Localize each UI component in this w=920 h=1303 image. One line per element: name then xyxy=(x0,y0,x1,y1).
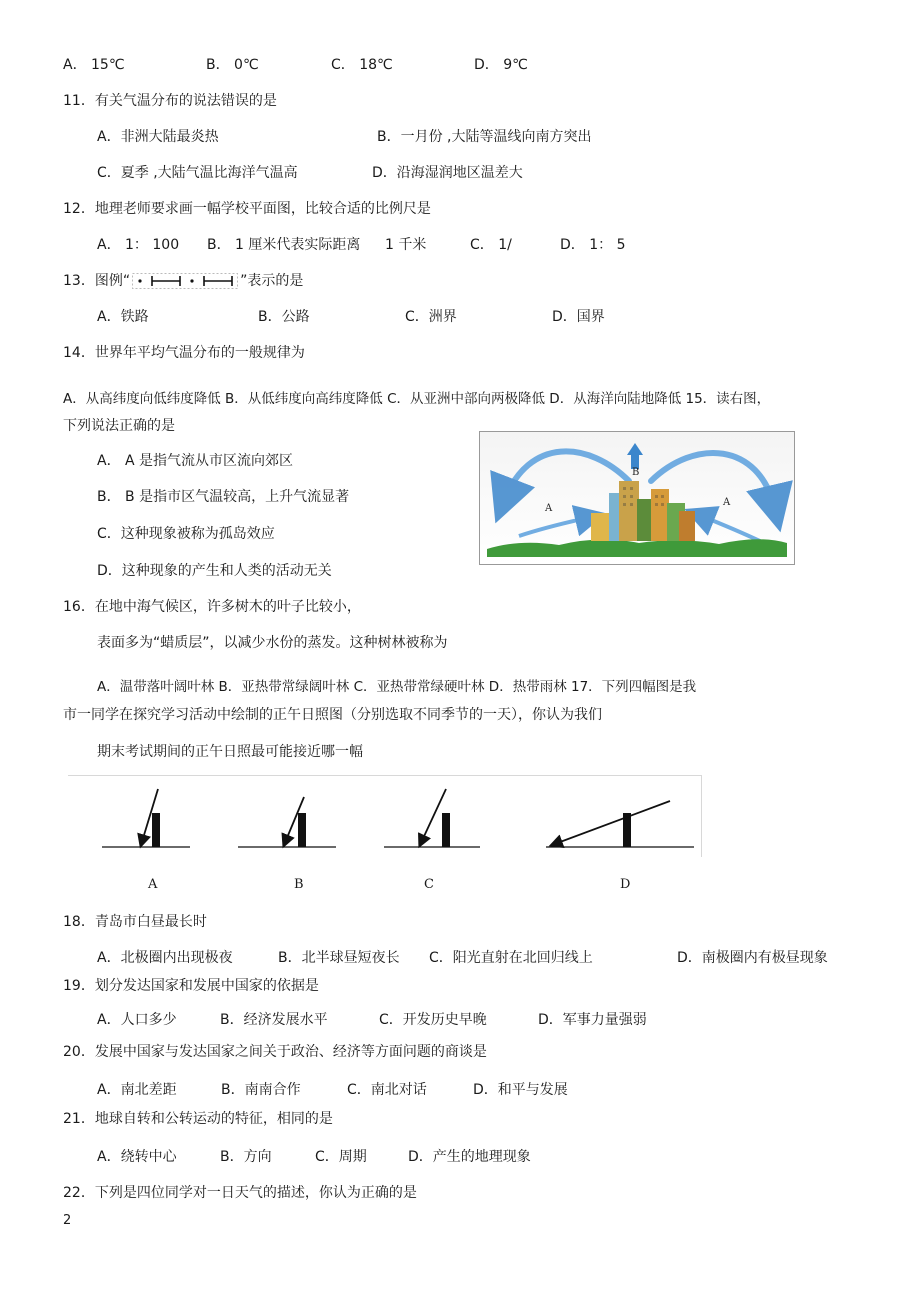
option[interactable]: B．南南合作 xyxy=(221,1082,301,1098)
option[interactable]: A．绕转中心 xyxy=(97,1149,177,1165)
option[interactable]: C． 1/ xyxy=(470,237,512,253)
figure-label: B xyxy=(294,877,304,892)
option[interactable]: B．经济发展水平 xyxy=(220,1012,328,1028)
heat-island-figure xyxy=(479,431,795,565)
figure-label: D xyxy=(620,877,631,892)
question-16: 16．在地中海气候区，许多树木的叶子比较小， xyxy=(63,599,361,615)
option[interactable]: A．非洲大陆最炎热 xyxy=(97,129,219,145)
question-16-line2: 表面多为“蜡质层”，以减少水份的蒸发。这种树林被称为 xyxy=(97,635,448,651)
question-13-prefix: 13．图例“ xyxy=(63,273,131,289)
question-13 xyxy=(63,271,303,291)
option[interactable]: B．方向 xyxy=(220,1149,272,1165)
option[interactable]: C．夏季 ,大陆气温比海洋气温高 xyxy=(97,165,298,181)
question-20: 20．发展中国家与发达国家之间关于政治、经济等方面问题的商谈是 xyxy=(63,1044,487,1060)
q11-options-row2 xyxy=(97,163,657,183)
q10-options xyxy=(63,55,623,75)
option[interactable]: B．公路 xyxy=(258,309,310,325)
option[interactable]: C．周期 xyxy=(315,1149,367,1165)
option[interactable]: B． B 是指市区气温较高，上升气流显著 xyxy=(97,489,350,505)
q11-options-row1 xyxy=(97,127,657,147)
question-12: 12．地理老师要求画一幅学校平面图，比较合适的比例尺是 xyxy=(63,201,431,217)
q16-options-line: A．温带落叶阔叶林 B．亚热带常绿阔叶林 C．亚热带常绿硬叶林 D．热带雨林 17．下列四幅图是我 xyxy=(97,679,697,695)
question-11: 11．有关气温分布的说法错误的是 xyxy=(63,93,277,109)
option[interactable]: A．铁路 xyxy=(97,309,149,325)
option[interactable]: A．南北差距 xyxy=(97,1082,177,1098)
option[interactable]: C．阳光直射在北回归线上 xyxy=(429,950,593,966)
option[interactable]: B．一月份 ,大陆等温线向南方突出 xyxy=(377,129,592,145)
option[interactable]: A．人口多少 xyxy=(97,1012,177,1028)
option[interactable]: D．南极圈内有极昼现象 xyxy=(677,950,828,966)
figure-label: B xyxy=(632,467,640,478)
question-18: 18．青岛市白昼最长时 xyxy=(63,914,207,930)
question-14: 14．世界年平均气温分布的一般规律为 xyxy=(63,345,305,361)
option[interactable]: D．军事力量强弱 xyxy=(538,1012,647,1028)
question-19: 19．划分发达国家和发展中国家的依据是 xyxy=(63,978,319,994)
option[interactable]: D．产生的地理现象 xyxy=(408,1149,531,1165)
option[interactable]: D．国界 xyxy=(552,309,605,325)
option[interactable]: B． 0℃ xyxy=(206,57,259,73)
q18-options xyxy=(97,948,837,968)
option[interactable]: A． A 是指气流从市区流向郊区 xyxy=(97,453,294,469)
heat-island-illustration xyxy=(479,431,795,565)
option[interactable]: C．南北对话 xyxy=(347,1082,427,1098)
figure-label: A xyxy=(723,497,731,508)
option[interactable]: D． 9℃ xyxy=(474,57,528,73)
q20-options xyxy=(97,1080,697,1100)
q19-options xyxy=(97,1010,697,1030)
option[interactable]: B．北半球昼短夜长 xyxy=(278,950,400,966)
question-22: 22．下列是四位同学对一日天气的描述，你认为正确的是 xyxy=(63,1185,417,1201)
page-number: 2 xyxy=(63,1213,72,1228)
noon-sun-figure xyxy=(68,775,702,857)
option[interactable]: D．和平与发展 xyxy=(473,1082,568,1098)
option: 1 千米 xyxy=(385,237,427,253)
q14-options-line: A．从高纬度向低纬度降低 B．从低纬度向高纬度降低 C．从亚洲中部向两极降低 D．从海洋向陆地降低 15．读右图， xyxy=(63,391,771,407)
question-21: 21．地球自转和公转运动的特征，相同的是 xyxy=(63,1111,333,1127)
figure-label: A xyxy=(148,877,158,892)
option[interactable]: C．洲界 xyxy=(405,309,457,325)
q13-options xyxy=(97,307,657,327)
option[interactable]: D．这种现象的产生和人类的活动无关 xyxy=(97,563,332,579)
option[interactable]: A． 1： 100 xyxy=(97,237,180,253)
q21-options xyxy=(97,1147,697,1167)
option[interactable]: C．开发历史早晚 xyxy=(379,1012,487,1028)
option[interactable]: D． 1： 5 xyxy=(560,237,626,253)
option[interactable]: C． 18℃ xyxy=(331,57,393,73)
option[interactable]: A． 15℃ xyxy=(63,57,125,73)
question-13-suffix: ”表示的是 xyxy=(240,273,304,289)
question-15: 下列说法正确的是 xyxy=(63,418,175,434)
boundary-legend-icon xyxy=(132,273,238,289)
q12-options xyxy=(97,235,657,255)
option[interactable]: B． 1 厘米代表实际距离 xyxy=(207,237,361,253)
question-17-line3: 期末考试期间的正午日照最可能接近哪一幅 xyxy=(97,744,363,760)
question-17-line2: 市一同学在探究学习活动中绘制的正午日照图（分别选取不同季节的一天），你认为我们 xyxy=(63,707,602,723)
figure-label: A xyxy=(545,503,553,514)
option[interactable]: A．北极圈内出现极夜 xyxy=(97,950,233,966)
option[interactable]: D．沿海湿润地区温差大 xyxy=(372,165,523,181)
figure-label: C xyxy=(424,877,434,892)
option[interactable]: C．这种现象被称为孤岛效应 xyxy=(97,526,275,542)
noon-sun-diagrams xyxy=(68,775,702,857)
